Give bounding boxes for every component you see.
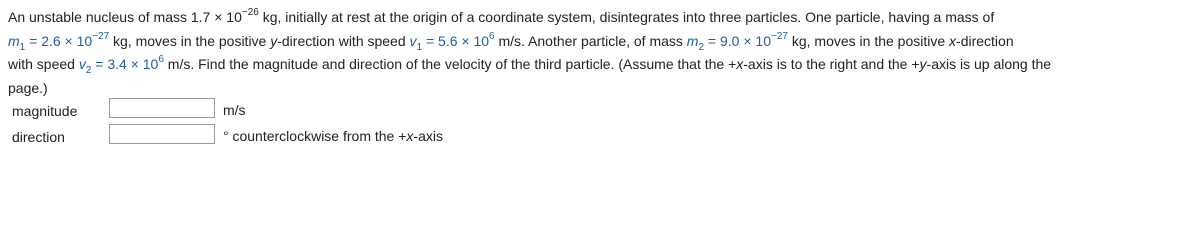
variable-y: y [270, 32, 278, 49]
text-segment: -axis is to the right and the + [743, 56, 920, 72]
text-segment: kg, initially at rest at the origin of a coordinate system, disintegrates into three particles. One particle, having a mass of [258, 9, 995, 25]
problem-line-3 [8, 53, 1194, 77]
text-segment: with speed [8, 56, 79, 72]
variable-m2: m [686, 32, 699, 49]
exponent: 6 [489, 30, 495, 42]
subscript: 1 [416, 41, 423, 53]
text-segment: -direction [956, 32, 1014, 49]
variable-y: y [919, 56, 927, 72]
answer-row-direction [12, 124, 712, 150]
magnitude-label: magnitude [12, 103, 78, 119]
variable-x: x [736, 56, 744, 72]
exponent: 6 [158, 54, 164, 65]
magnitude-unit: m/s [223, 102, 246, 118]
variable-v2: v [78, 56, 86, 72]
exponent: −27 [92, 30, 110, 42]
exponent: −26 [241, 7, 259, 18]
direction-unit [223, 128, 443, 144]
variable-m1: m [8, 32, 20, 49]
text-segment: m/s. Find the magnitude and direction of the velocity of the third particle. (Assume that the + [163, 56, 737, 72]
direction-input[interactable] [109, 124, 215, 144]
text-segment: kg, moves in the positive [787, 32, 950, 49]
problem-line-4: page.) [8, 79, 48, 96]
variable-x: x [949, 32, 957, 49]
text-segment: -direction with speed [277, 32, 410, 49]
intro-text: An unstable nucleus of mass 1.7 × 10 [8, 9, 242, 25]
variable-x: x [406, 128, 414, 144]
answer-section [12, 98, 712, 150]
subscript: 2 [85, 65, 92, 76]
magnitude-input[interactable] [109, 98, 215, 118]
problem-statement [8, 6, 1194, 100]
direction-label: direction [12, 129, 65, 145]
variable-v1: v [409, 32, 417, 49]
text-segment: -axis is up along the [926, 56, 1052, 72]
text-segment: kg, moves in the positive [109, 32, 271, 49]
text-segment: m/s. Another particle, of mass [494, 32, 687, 49]
given-v1: = 5.6 × 10 [422, 32, 490, 49]
unit-prefix: ° counterclockwise from the + [223, 128, 407, 144]
unit-suffix: -axis [413, 128, 443, 144]
given-m1: = 2.6 × 10 [25, 32, 93, 49]
subscript: 2 [698, 41, 705, 53]
problem-line-1 [8, 6, 1194, 30]
answer-row-magnitude [12, 98, 712, 124]
problem-line-2 [8, 30, 1194, 54]
given-m2: = 9.0 × 10 [704, 32, 771, 49]
subscript: 1 [19, 41, 26, 53]
given-v2: = 3.4 × 10 [91, 56, 159, 72]
exponent: −27 [770, 30, 788, 42]
